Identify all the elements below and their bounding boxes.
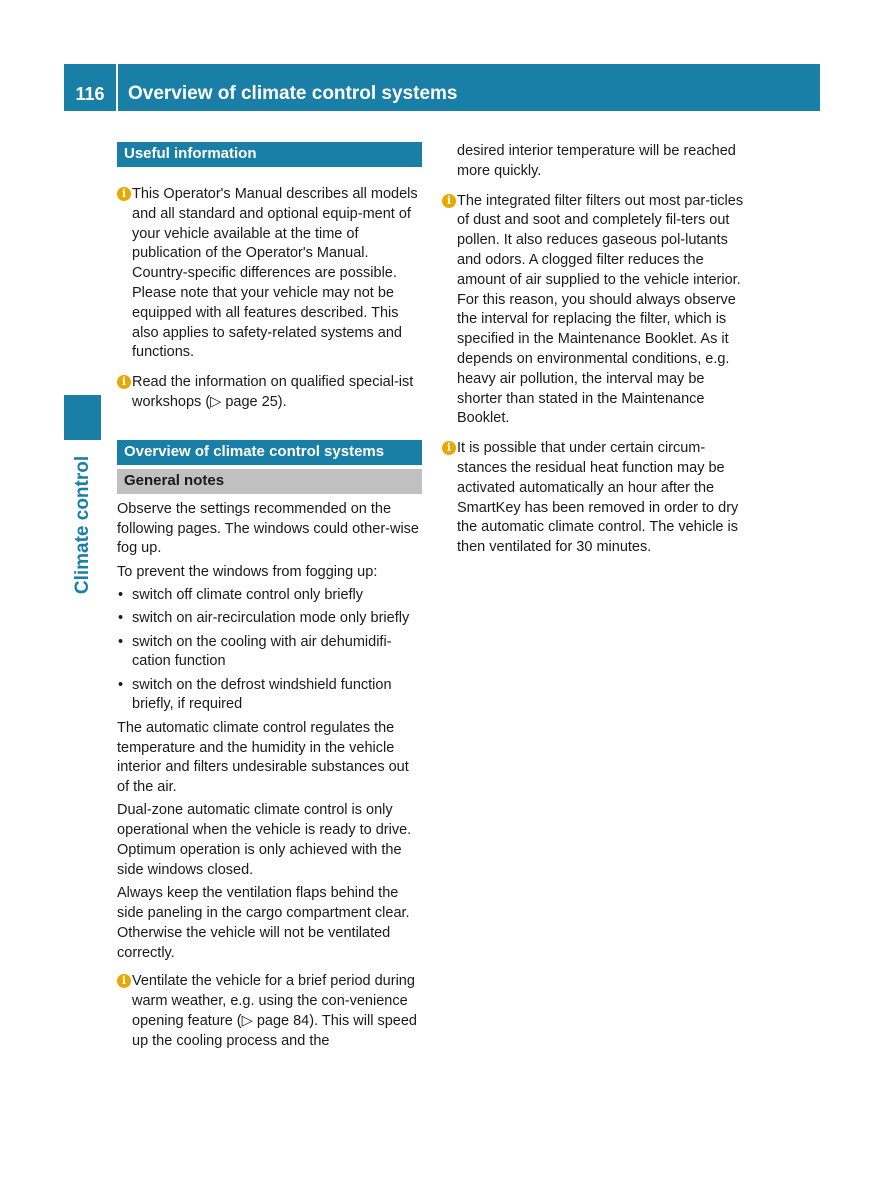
general-notes-subheading: General notes <box>117 469 422 494</box>
info-note <box>117 373 422 413</box>
bullet-item: • switch on air-recirculation mode only briefly <box>117 609 422 629</box>
info-note-text: The integrated filter filters out most par-ticles of dust and soot and completely fil-ters out pollen. It also reduces gaseous pol-lutants and odors. A clogged filter reduces the amount of air supplied to the vehicle interior. For this reason, you should always observe the interval for replacing the filter, which is specified in the Maintenance Booklet. As it depends on environmental conditions, e.g. heavy air pollution, the interval may be shorter than stated in the Maintenance Booklet. <box>457 192 744 427</box>
chapter-tab <box>64 440 101 610</box>
bullet-item: • switch on the defrost windshield function briefly, if required <box>117 676 422 716</box>
paragraph: To prevent the windows from fogging up: <box>117 563 378 580</box>
overview-heading: Overview of climate control systems <box>117 440 422 465</box>
chapter-tab-marker <box>64 395 101 440</box>
info-note-text: Read the information on qualified special-ist workshops (▷ page 25). <box>132 374 414 410</box>
page-number: 116 <box>75 84 105 104</box>
paragraph: The automatic climate control regulates the temperature and the humidity in the vehicle interior and filters undesirable substances out of the air. <box>117 719 409 796</box>
info-note <box>442 439 748 558</box>
useful-information-heading: Useful information <box>117 142 422 167</box>
continued-text: desired interior temperature will be reached more quickly. <box>457 143 736 179</box>
info-note <box>117 185 422 363</box>
info-note <box>442 192 748 430</box>
header-divider <box>116 64 118 111</box>
info-note-text: It is possible that under certain circum-stances the residual heat function may be activated automatically an hour after the SmartKey has been removed in order to dry the automatic climate control. The vehicle is then ventilated for 30 minutes. <box>457 440 739 556</box>
info-icon: i <box>117 375 131 389</box>
info-note-text: Ventilate the vehicle for a brief period during warm weather, e.g. using the con-venience opening feature (▷ page 84). This will speed up the cooling process and the <box>132 973 417 1049</box>
info-icon: i <box>442 441 456 455</box>
info-icon: i <box>117 187 131 201</box>
paragraph: Always keep the ventilation flaps behind the side paneling in the cargo compartment clear. Otherwise the vehicle will not be ventilated correctly. <box>117 885 410 961</box>
bullet-item: • switch off climate control only briefly <box>117 586 422 606</box>
info-note <box>117 972 422 1051</box>
paragraph: Dual-zone automatic climate control is only operational when the vehicle is ready to drive. Optimum operation is only achieved with the side windows closed. <box>117 802 412 878</box>
left-column <box>117 142 422 1051</box>
info-note-text: This Operator's Manual describes all models and all standard and optional equip-ment of your vehicle available at the time of publication of the Operator's Manual. Country-specific differences are possible. Please note that your vehicle may not be equipped with all features described. This also applies to safety-related systems and functions. <box>132 186 418 361</box>
info-icon: i <box>117 974 131 988</box>
page-title: Overview of climate control systems <box>128 83 458 104</box>
bullet-list <box>117 586 422 715</box>
chapter-tab-label: Climate control <box>71 455 93 595</box>
right-column <box>442 142 748 558</box>
paragraph: Observe the settings recommended on the following pages. The windows could other-wise fog up. <box>117 500 419 557</box>
page-header <box>64 64 820 111</box>
bullet-item: • switch on the cooling with air dehumidifi-cation function <box>117 633 422 673</box>
info-icon: i <box>442 194 456 208</box>
